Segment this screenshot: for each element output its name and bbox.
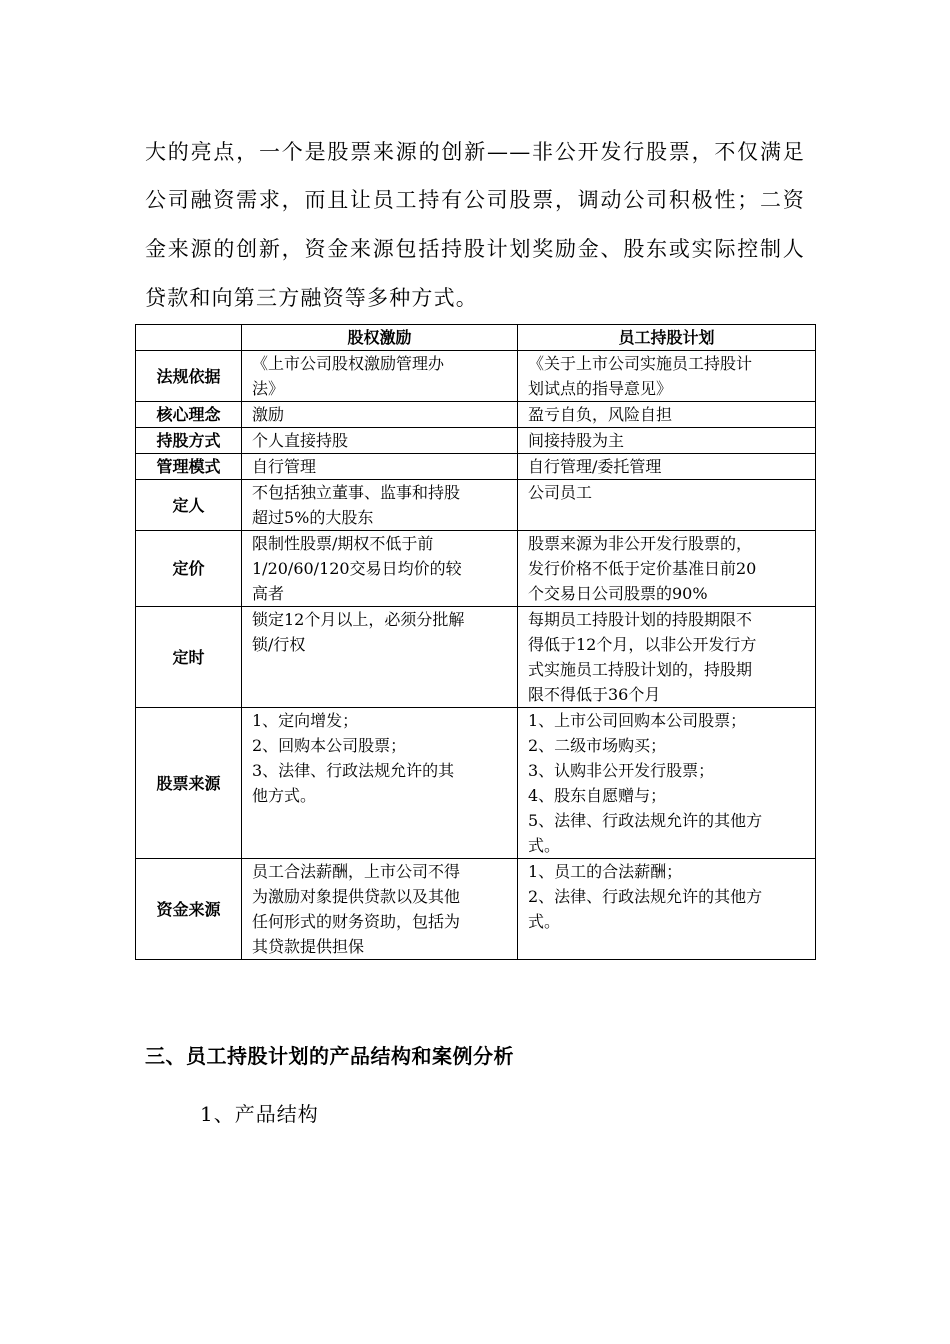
- table-row: [136, 607, 816, 708]
- row-label: 核心理念: [136, 402, 242, 428]
- cell-line: 发行价格不低于定价基准日前20: [528, 559, 757, 578]
- cell-line: 1、员工的合法薪酬；: [528, 862, 683, 881]
- cell-line: 限制性股票/期权不低于前: [252, 534, 434, 553]
- cell-equity-incentive: [242, 428, 518, 454]
- intro-line: 贷款和向第三方融资等多种方式。: [145, 286, 478, 310]
- section-title: 三、员工持股计划的产品结构和案例分析: [145, 1044, 514, 1068]
- table-row: [136, 859, 816, 960]
- cell-line: 式。: [528, 836, 561, 855]
- header-empty: [136, 325, 242, 351]
- cell-esop: [518, 607, 816, 708]
- cell-line: 式实施员工持股计划的，持股期: [528, 660, 753, 679]
- cell-line: 股票来源为非公开发行股票的，: [528, 534, 753, 553]
- table-header-row: [136, 325, 816, 351]
- cell-line: 划试点的指导意见》: [528, 379, 673, 398]
- cell-line: 4、股东自愿赠与；: [528, 786, 667, 805]
- cell-esop: [518, 708, 816, 859]
- cell-line: 得低于12个月，以非公开发行方: [528, 635, 757, 654]
- cell-line: 不包括独立董事、监事和持股: [252, 483, 461, 502]
- table-row: [136, 351, 816, 402]
- cell-line: 限不得低于36个月: [528, 685, 661, 704]
- cell-line: 锁/行权: [252, 635, 306, 654]
- header-equity-incentive: 股权激励: [242, 325, 518, 351]
- intro-line: 大的亮点，一个是股票来源的创新——非公开发行股票，不仅满足: [145, 140, 805, 164]
- row-label: 管理模式: [136, 454, 242, 480]
- cell-line: 锁定12个月以上，必须分批解: [252, 610, 465, 629]
- cell-line: 个交易日公司股票的90%: [528, 584, 708, 603]
- table-row: [136, 480, 816, 531]
- cell-esop: [518, 859, 816, 960]
- row-label: 资金来源: [136, 859, 242, 960]
- cell-esop: [518, 351, 816, 402]
- cell-esop: [518, 428, 816, 454]
- cell-line: 式。: [528, 912, 561, 931]
- cell-equity-incentive: [242, 859, 518, 960]
- cell-equity-incentive: [242, 454, 518, 480]
- comparison-table: [135, 324, 816, 960]
- cell-line: 激励: [252, 405, 285, 424]
- cell-line: 高者: [252, 584, 285, 603]
- cell-line: 盈亏自负，风险自担: [528, 405, 673, 424]
- table-row: [136, 454, 816, 480]
- row-label: 定人: [136, 480, 242, 531]
- row-label: 持股方式: [136, 428, 242, 454]
- row-label: 法规依据: [136, 351, 242, 402]
- sub-title: 1、产品结构: [200, 1102, 319, 1126]
- cell-line: 5、法律、行政法规允许的其他方: [528, 811, 763, 830]
- cell-line: 为激励对象提供贷款以及其他: [252, 887, 461, 906]
- cell-line: 1、上市公司回购本公司股票；: [528, 711, 747, 730]
- table-row: [136, 402, 816, 428]
- cell-line: 《关于上市公司实施员工持股计: [528, 354, 753, 373]
- cell-equity-incentive: [242, 402, 518, 428]
- row-label: 定价: [136, 531, 242, 607]
- cell-equity-incentive: [242, 480, 518, 531]
- cell-line: 3、认购非公开发行股票；: [528, 761, 715, 780]
- table-row: [136, 708, 816, 859]
- cell-line: 任何形式的财务资助，包括为: [252, 912, 461, 931]
- cell-line: 自行管理: [252, 457, 317, 476]
- header-esop: 员工持股计划: [518, 325, 816, 351]
- cell-line: 每期员工持股计划的持股期限不: [528, 610, 753, 629]
- cell-esop: [518, 531, 816, 607]
- cell-esop: [518, 480, 816, 531]
- cell-line: 1、定向增发；: [252, 711, 359, 730]
- cell-esop: [518, 402, 816, 428]
- cell-line: 其贷款提供担保: [252, 937, 365, 956]
- row-label: 股票来源: [136, 708, 242, 859]
- cell-line: 3、法律、行政法规允许的其: [252, 761, 455, 780]
- cell-esop: [518, 454, 816, 480]
- intro-line: 金来源的创新，资金来源包括持股计划奖励金、股东或实际控制人: [145, 237, 805, 261]
- table-row: [136, 428, 816, 454]
- row-label: 定时: [136, 607, 242, 708]
- cell-line: 超过5%的大股东: [252, 508, 374, 527]
- cell-line: 自行管理/委托管理: [528, 457, 662, 476]
- intro-line: 公司融资需求，而且让员工持有公司股票，调动公司积极性；二资: [145, 188, 805, 212]
- cell-line: 2、二级市场购买；: [528, 736, 667, 755]
- cell-equity-incentive: [242, 708, 518, 859]
- cell-line: 员工合法薪酬，上市公司不得: [252, 862, 461, 881]
- cell-line: 间接持股为主: [528, 431, 625, 450]
- cell-equity-incentive: [242, 531, 518, 607]
- table-row: [136, 531, 816, 607]
- cell-line: 法》: [252, 379, 285, 398]
- cell-line: 1/20/60/120交易日均价的较: [252, 559, 462, 578]
- cell-line: 个人直接持股: [252, 431, 349, 450]
- cell-line: 2、法律、行政法规允许的其他方: [528, 887, 763, 906]
- cell-line: 2、回购本公司股票；: [252, 736, 407, 755]
- cell-line: 公司员工: [528, 483, 593, 502]
- cell-equity-incentive: [242, 351, 518, 402]
- cell-equity-incentive: [242, 607, 518, 708]
- cell-line: 他方式。: [252, 786, 317, 805]
- cell-line: 《上市公司股权激励管理办: [252, 354, 445, 373]
